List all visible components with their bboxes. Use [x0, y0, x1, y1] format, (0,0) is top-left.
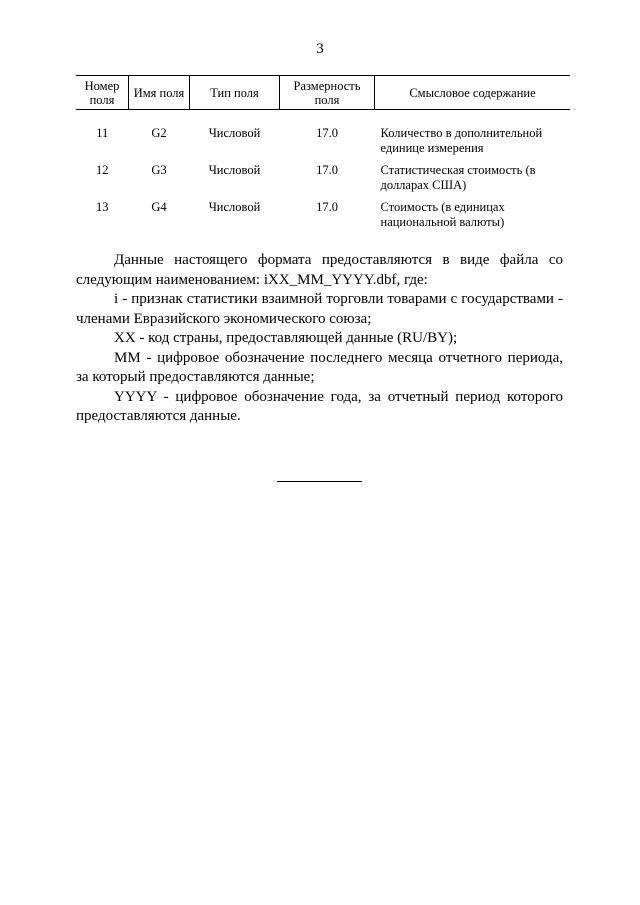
table-row	[76, 200, 570, 237]
cell-name: G4	[151, 200, 167, 214]
cell-name: G3	[151, 163, 167, 177]
header-field-size: Размерность поля	[280, 76, 375, 110]
cell-type: Числовой	[208, 200, 261, 214]
cell-meaning: Статистическая стоимость (в долларах США)	[380, 163, 536, 192]
cell-name: G2	[151, 126, 167, 140]
paragraph-mm-definition: MM - цифровое обозначение последнего месяца отчетного периода, за который предоставляются данные;	[76, 349, 563, 385]
cell-type: Числовой	[208, 126, 261, 140]
paragraph-xx-definition: XX - код страны, предоставляющей данные (RU/BY);	[114, 330, 458, 346]
fields-table	[76, 75, 570, 237]
cell-size: 17.0	[316, 126, 338, 140]
header-field-number: Номер поля	[76, 76, 129, 110]
cell-number: 11	[96, 126, 109, 140]
end-divider-line	[277, 481, 362, 482]
table-row	[76, 126, 570, 163]
table-row	[76, 163, 570, 200]
header-field-name: Имя поля	[129, 76, 190, 110]
header-field-meaning: Смысловое содержание	[375, 76, 571, 110]
format-description	[76, 251, 563, 427]
paragraph-yyyy-definition: YYYY - цифровое обозначение года, за отчетный период которого предоставляются данные.	[76, 388, 563, 424]
cell-size: 17.0	[316, 163, 338, 177]
table-header-row	[76, 76, 570, 110]
cell-meaning: Количество в дополнительной единице измерения	[380, 126, 543, 155]
cell-size: 17.0	[316, 200, 338, 214]
paragraph-file-name: Данные настоящего формата предоставляются в виде файла со следующим наименованием: iXX_MM_YYYY.dbf, где:	[76, 252, 563, 288]
cell-meaning: Стоимость (в единицах национальной валюты)	[380, 200, 505, 229]
cell-number: 13	[96, 200, 109, 214]
page-number: 3	[316, 41, 324, 57]
cell-number: 12	[96, 163, 109, 177]
cell-type: Числовой	[208, 163, 261, 177]
paragraph-i-definition: i - признак статистики взаимной торговли товарами с государствами - членами Евразийского экономического союза;	[76, 291, 563, 327]
header-field-type: Тип поля	[190, 76, 280, 110]
